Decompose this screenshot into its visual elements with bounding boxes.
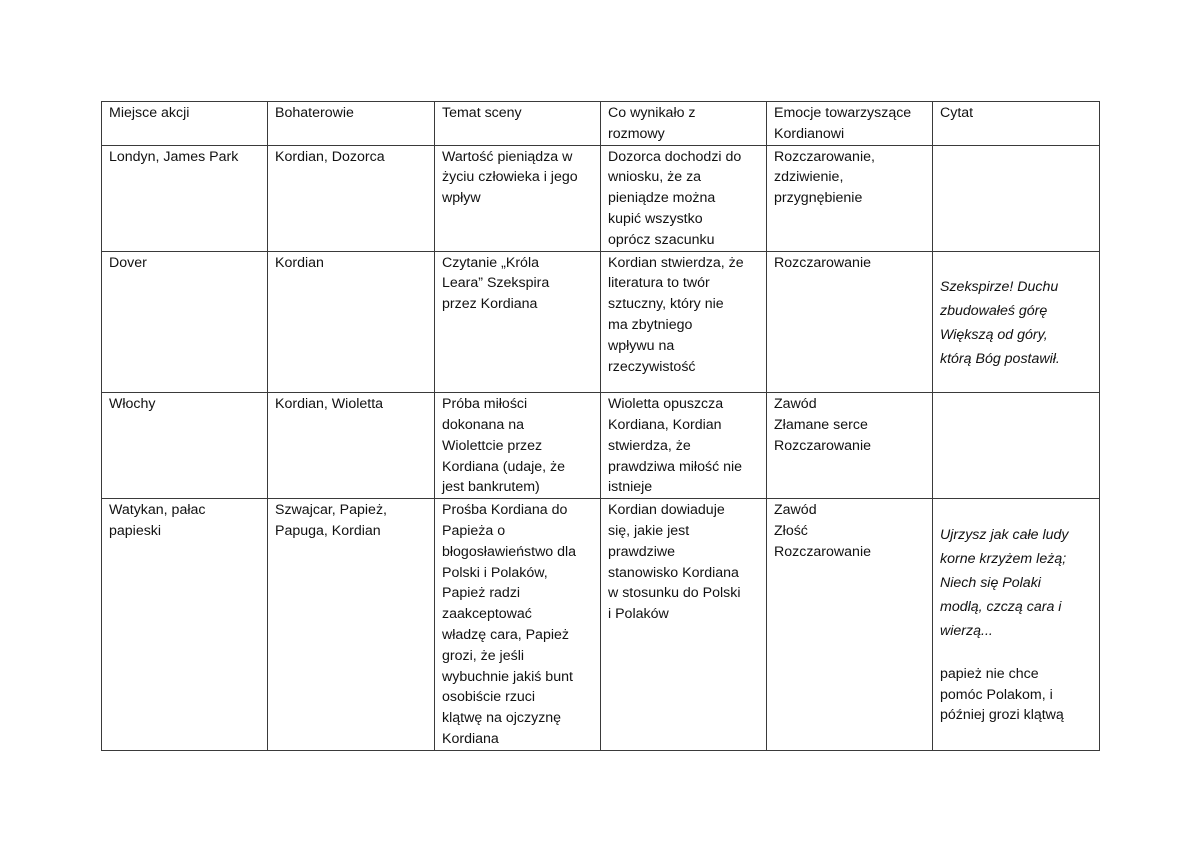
header-cell-bohaterowie: Bohaterowie <box>268 102 435 146</box>
cell-miejsce: Dover <box>102 251 268 393</box>
quote-comment: papież nie chce pomóc Polakom, i później grozi klątwą <box>940 665 1064 724</box>
cell-miejsce: Watykan, pałac papieski <box>102 499 268 751</box>
cell-miejsce: Londyn, James Park <box>102 145 268 251</box>
cell-cytat <box>933 145 1100 251</box>
cell-bohaterowie: Szwajcar, Papież, Papuga, Kordian <box>268 499 435 751</box>
cell-cytat <box>933 499 1100 751</box>
header-cell-emocje: Emocje towarzyszące Kordianowi <box>767 102 933 146</box>
cell-emocje: Rozczarowanie, zdziwienie, przygnębienie <box>767 145 933 251</box>
table-row <box>102 145 1100 251</box>
header-cell-wynik: Co wynikało z rozmowy <box>601 102 767 146</box>
table-row <box>102 499 1100 751</box>
cell-emocje: Zawód Złość Rozczarowanie <box>767 499 933 751</box>
cell-bohaterowie: Kordian, Wioletta <box>268 393 435 499</box>
cell-emocje: Rozczarowanie <box>767 251 933 393</box>
quote-text: Szekspirze! Duchu zbudowałeś górę Większą od góry, którą Bóg postawił. <box>940 279 1060 368</box>
cell-wynik: Wioletta opuszcza Kordiana, Kordian stwierdza, że prawdziwa miłość nie istnieje <box>601 393 767 499</box>
scene-table <box>101 101 1100 751</box>
header-cell-miejsce: Miejsce akcji <box>102 102 268 146</box>
cell-bohaterowie: Kordian, Dozorca <box>268 145 435 251</box>
cell-cytat <box>933 251 1100 393</box>
header-cell-temat: Temat sceny <box>435 102 601 146</box>
cell-wynik: Kordian stwierdza, że literatura to twór sztuczny, który nie ma zbytniego wpływu na rzeczywistość <box>601 251 767 393</box>
cell-cytat <box>933 393 1100 499</box>
cell-wynik: Kordian dowiaduje się, jakie jest prawdziwe stanowisko Kordiana w stosunku do Polski i Polaków <box>601 499 767 751</box>
cell-temat: Próba miłości dokonana na Wiolettcie przez Kordiana (udaje, że jest bankrutem) <box>435 393 601 499</box>
quote-text: Ujrzysz jak całe ludy korne krzyżem leżą; Niech się Polaki modlą, czczą cara i wierzą... <box>940 526 1069 639</box>
cell-temat: Wartość pieniądza w życiu człowieka i jego wpływ <box>435 145 601 251</box>
cell-temat: Czytanie „Króla Leara” Szekspira przez Kordiana <box>435 251 601 393</box>
cell-wynik: Dozorca dochodzi do wniosku, że za pieniądze można kupić wszystko oprócz szacunku <box>601 145 767 251</box>
header-cell-cytat: Cytat <box>933 102 1100 146</box>
table-header-row <box>102 102 1100 146</box>
table-row <box>102 251 1100 393</box>
cell-miejsce: Włochy <box>102 393 268 499</box>
cell-emocje: Zawód Złamane serce Rozczarowanie <box>767 393 933 499</box>
cell-temat: Prośba Kordiana do Papieża o błogosławieństwo dla Polski i Polaków, Papież radzi zaakceptować władzę cara, Papież grozi, że jeśli wybuchnie jakiś bunt osobiście rzuci klątwę na ojczyznę Kordiana <box>435 499 601 751</box>
table-row <box>102 393 1100 499</box>
cell-bohaterowie: Kordian <box>268 251 435 393</box>
